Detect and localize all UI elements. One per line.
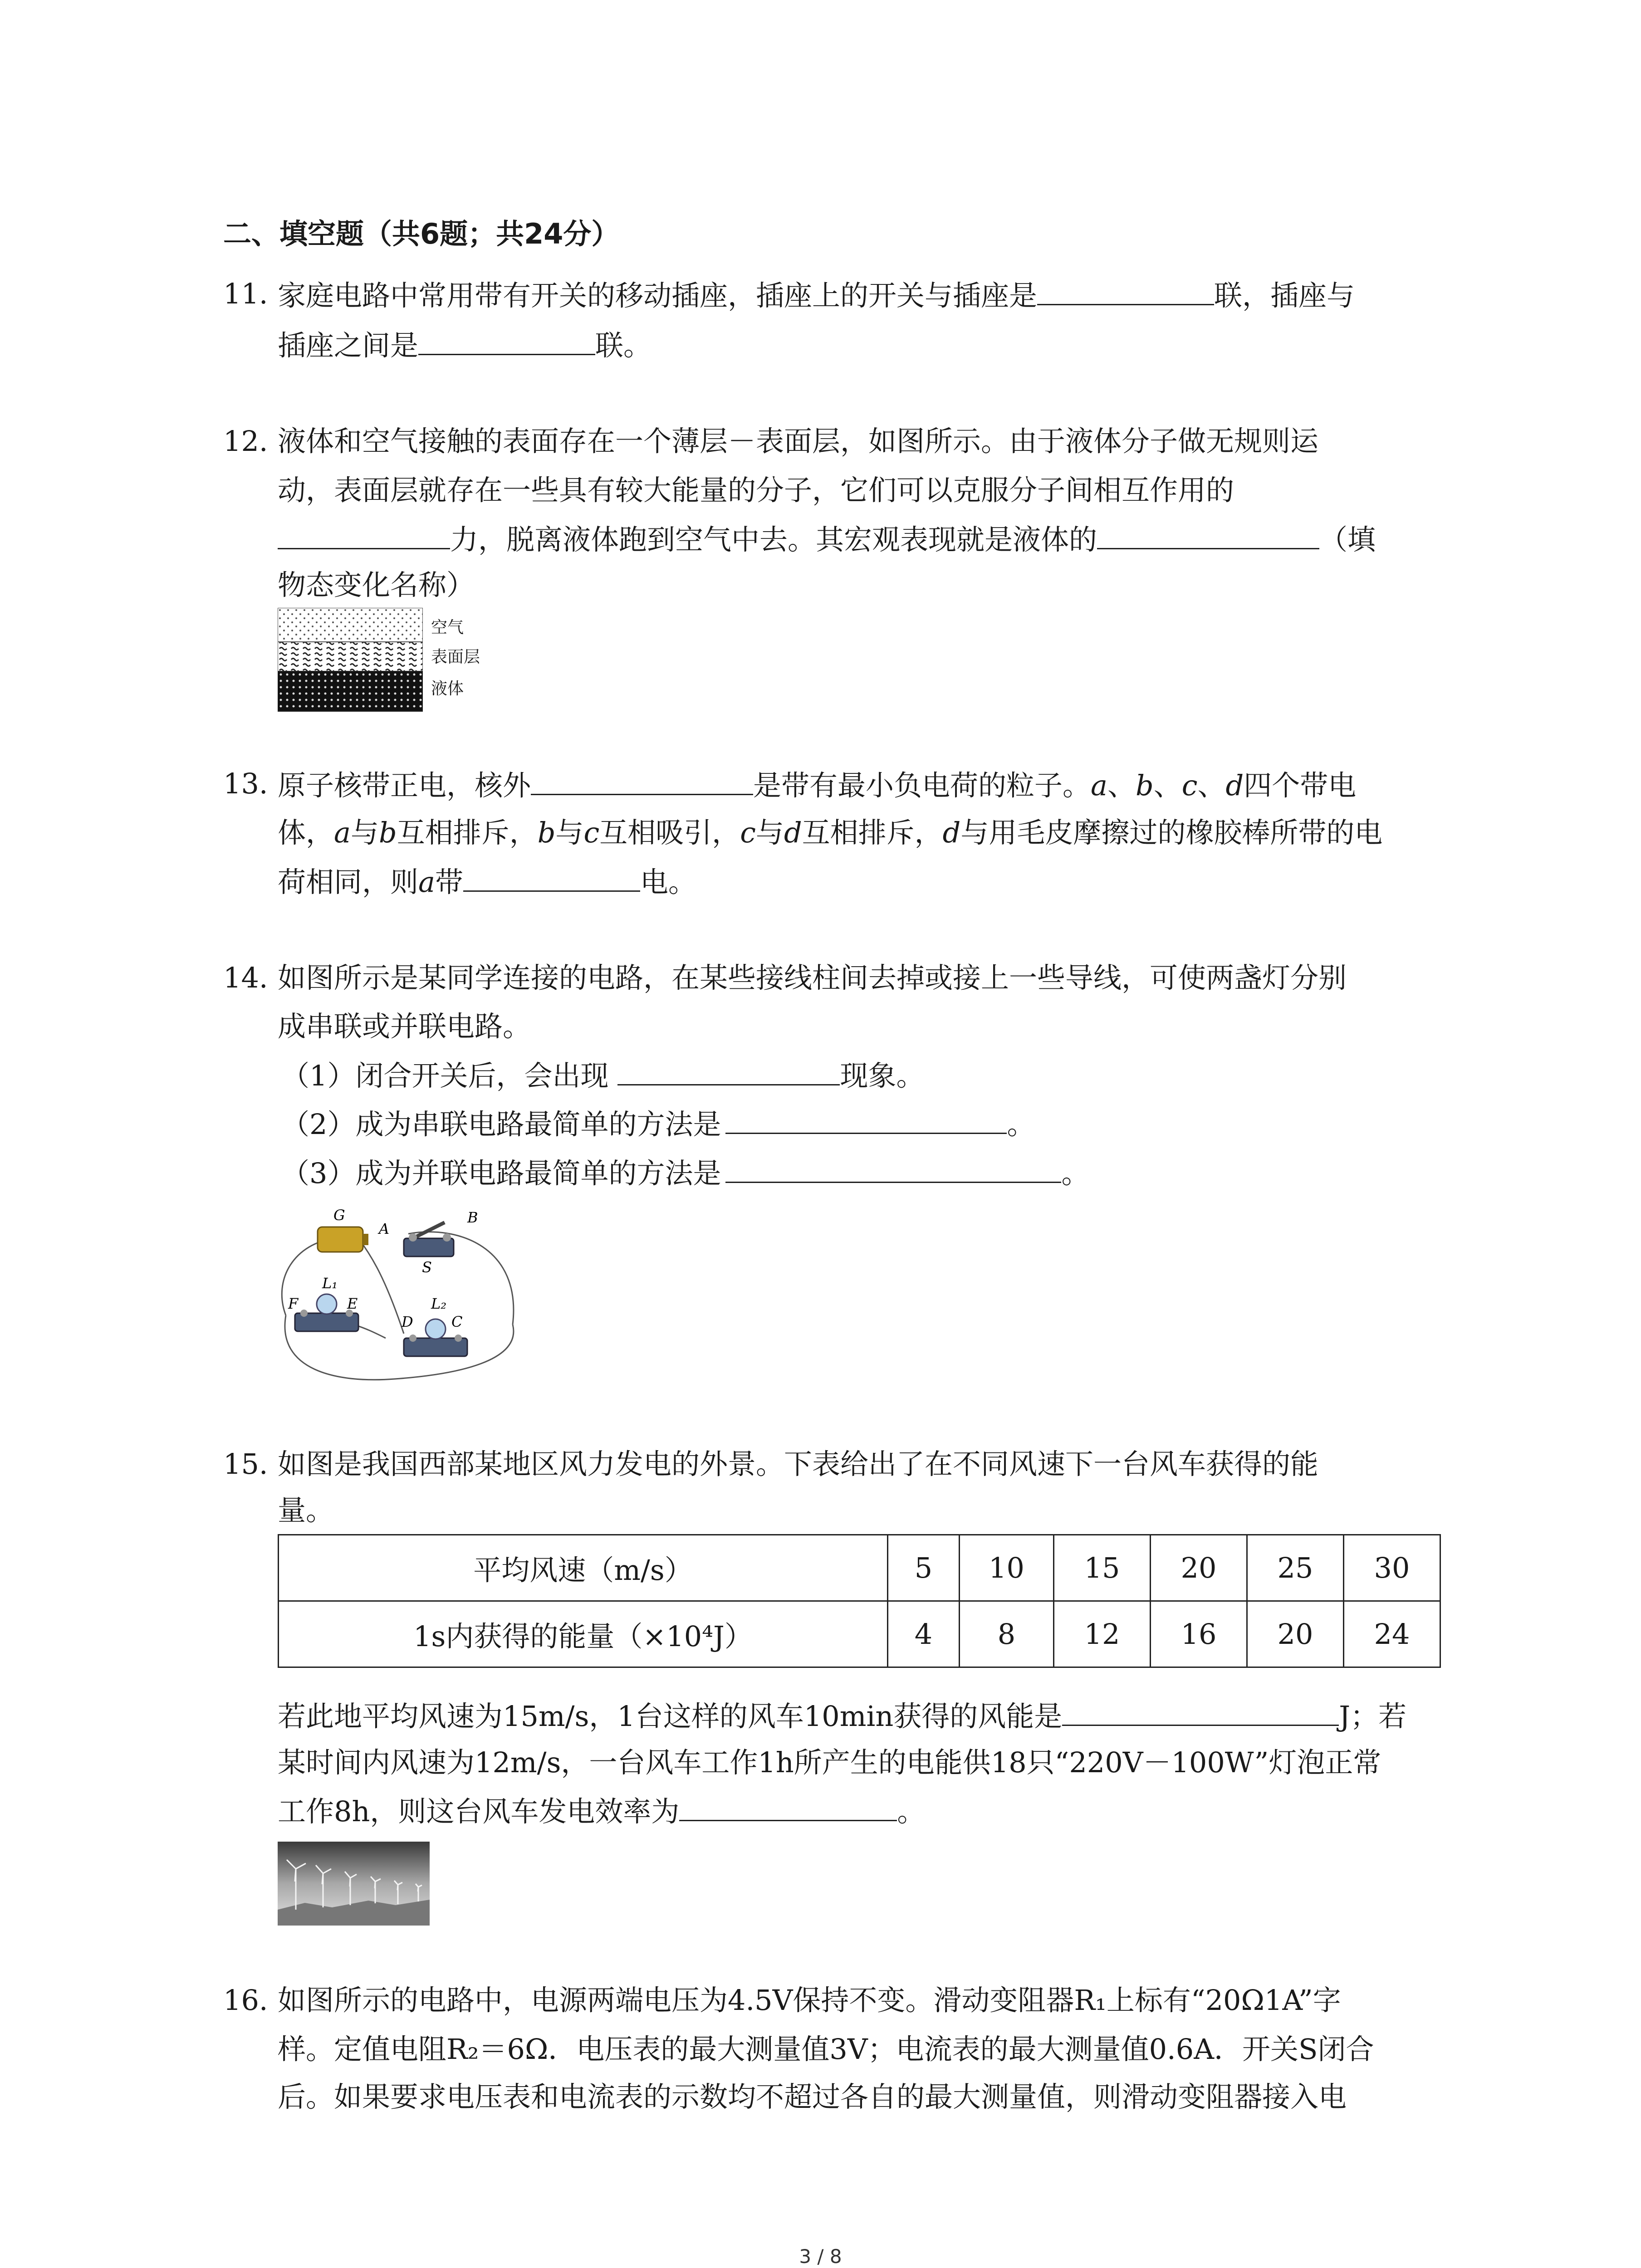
q14-line1: 如图所示是某同学连接的电路，在某些接线柱间去掉或接上一些导线，可使两盏灯分别 bbox=[278, 961, 1347, 994]
battery-g bbox=[318, 1227, 368, 1252]
label-l2: L₂ bbox=[431, 1295, 447, 1312]
label-f: F bbox=[288, 1295, 299, 1312]
q13-number: 13. bbox=[223, 767, 268, 800]
table-cell: 4 bbox=[888, 1601, 960, 1667]
circuit-figure bbox=[268, 1188, 522, 1388]
q13-line1: 原子核带正电，核外 是带有最小负电荷的粒子。a、b、c、d四个带电 bbox=[278, 767, 1356, 803]
q16-line1: 如图所示的电路中，电源两端电压为4.5V保持不变。滑动变阻器R₁上标有“20Ω1A”字 bbox=[278, 1984, 1341, 2017]
q12-blank1[interactable] bbox=[278, 521, 450, 549]
row-label-wind-speed: 平均风速（m/s） bbox=[279, 1535, 888, 1601]
surface-layer-figure bbox=[278, 608, 423, 712]
q15-blank1[interactable] bbox=[1062, 1697, 1339, 1726]
q14-blank2[interactable] bbox=[725, 1105, 1007, 1134]
section-title: 二、填空题（共6题；共24分） bbox=[223, 217, 620, 250]
wind-farm-photo bbox=[278, 1842, 430, 1926]
q13-blank2[interactable] bbox=[463, 863, 640, 892]
label-g: G bbox=[333, 1207, 345, 1224]
q15-para2: 某时间内风速为12m/s，一台风车工作1h所产生的电能供18只“220V－100W”灯泡正常 bbox=[278, 1746, 1381, 1779]
label-c: C bbox=[451, 1313, 463, 1330]
q13-line3: 荷相同，则a带 电。 bbox=[278, 863, 696, 899]
page-number: 3 / 8 bbox=[799, 2245, 842, 2268]
q15-blank2[interactable] bbox=[679, 1793, 897, 1821]
table-cell: 12 bbox=[1054, 1601, 1151, 1667]
q11-number: 11. bbox=[223, 277, 268, 310]
label-a: A bbox=[379, 1220, 390, 1237]
q11-blank2[interactable] bbox=[418, 327, 595, 355]
table-cell: 20 bbox=[1247, 1601, 1344, 1667]
label-e: E bbox=[347, 1295, 358, 1312]
label-d: D bbox=[402, 1313, 413, 1330]
q16-line3: 后。如果要求电压表和电流表的示数均不超过各自的最大测量值，则滑动变阻器接入电 bbox=[278, 2080, 1347, 2113]
q15-line2: 量。 bbox=[278, 1494, 334, 1527]
row-label-energy: 1s内获得的能量（×10⁴J） bbox=[279, 1601, 888, 1667]
q11-line1: 家庭电路中常用带有开关的移动插座，插座上的开关与插座是 联，插座与 bbox=[278, 277, 1355, 313]
q14-number: 14. bbox=[223, 961, 268, 994]
label-liquid: 液体 bbox=[431, 679, 464, 698]
table-cell: 16 bbox=[1151, 1601, 1247, 1667]
q12-number: 12. bbox=[223, 425, 268, 458]
q11-line2: 插座之间是 联。 bbox=[278, 327, 652, 363]
q12-line4: 物态变化名称） bbox=[278, 568, 475, 601]
table-cell: 30 bbox=[1344, 1535, 1440, 1601]
q12-line1: 液体和空气接触的表面存在一个薄层－表面层，如图所示。由于液体分子做无规则运 bbox=[278, 425, 1319, 458]
air-layer bbox=[278, 608, 423, 642]
q14-blank3[interactable] bbox=[725, 1154, 1061, 1183]
q15-number: 15. bbox=[223, 1447, 268, 1481]
q14-sub3: （3）成为并联电路最简单的方法是 。 bbox=[281, 1154, 1089, 1191]
q16-number: 16. bbox=[223, 1984, 268, 2017]
table-cell: 25 bbox=[1247, 1535, 1344, 1601]
q16-line2: 样。定值电阻R₂＝6Ω．电压表的最大测量值3V；电流表的最大测量值0.6A．开关S闭合 bbox=[278, 2033, 1374, 2066]
table-cell: 20 bbox=[1151, 1535, 1247, 1601]
switch-s bbox=[404, 1222, 454, 1256]
surface-layer bbox=[278, 642, 423, 671]
q12-line3: 力，脱离液体跑到空气中去。其宏观表现就是液体的 （填 bbox=[278, 521, 1376, 557]
table-cell: 5 bbox=[888, 1535, 960, 1601]
label-s: S bbox=[422, 1259, 432, 1276]
label-air: 空气 bbox=[431, 618, 464, 637]
q12-line2: 动，表面层就存在一些具有较大能量的分子，它们可以克服分子间相互作用的 bbox=[278, 474, 1234, 507]
label-surface-layer: 表面层 bbox=[431, 648, 480, 666]
label-b: B bbox=[467, 1209, 478, 1226]
table-cell: 15 bbox=[1054, 1535, 1151, 1601]
q15-line1: 如图是我国西部某地区风力发电的外景。下表给出了在不同风速下一台风车获得的能 bbox=[278, 1447, 1319, 1481]
q13-blank1[interactable] bbox=[531, 767, 753, 795]
q14-sub2: （2）成为串联电路最简单的方法是 。 bbox=[281, 1105, 1035, 1142]
q14-blank1[interactable] bbox=[617, 1057, 840, 1085]
q13-line2: 体，a与b互相排斥，b与c互相吸引，c与d互相排斥，d与用毛皮摩擦过的橡胶棒所带的电 bbox=[278, 816, 1383, 849]
q14-line2: 成串联或并联电路。 bbox=[278, 1010, 531, 1043]
table-cell: 24 bbox=[1344, 1601, 1440, 1667]
q12-blank2[interactable] bbox=[1097, 521, 1319, 549]
q11-blank1[interactable] bbox=[1037, 277, 1214, 305]
table-row bbox=[279, 1601, 1440, 1667]
table-row bbox=[279, 1535, 1440, 1601]
label-l1: L₁ bbox=[322, 1275, 338, 1292]
table-cell: 8 bbox=[960, 1601, 1054, 1667]
q14-sub1: （1）闭合开关后，会出现 现象。 bbox=[281, 1057, 924, 1093]
table-cell: 10 bbox=[960, 1535, 1054, 1601]
liquid-layer bbox=[278, 671, 423, 711]
q15-para3: 工作8h，则这台风车发电效率为 。 bbox=[278, 1793, 925, 1829]
wind-energy-table bbox=[278, 1534, 1441, 1668]
q15-para1: 若此地平均风速为15m/s，1台这样的风车10min获得的风能是 J；若 bbox=[278, 1697, 1406, 1734]
